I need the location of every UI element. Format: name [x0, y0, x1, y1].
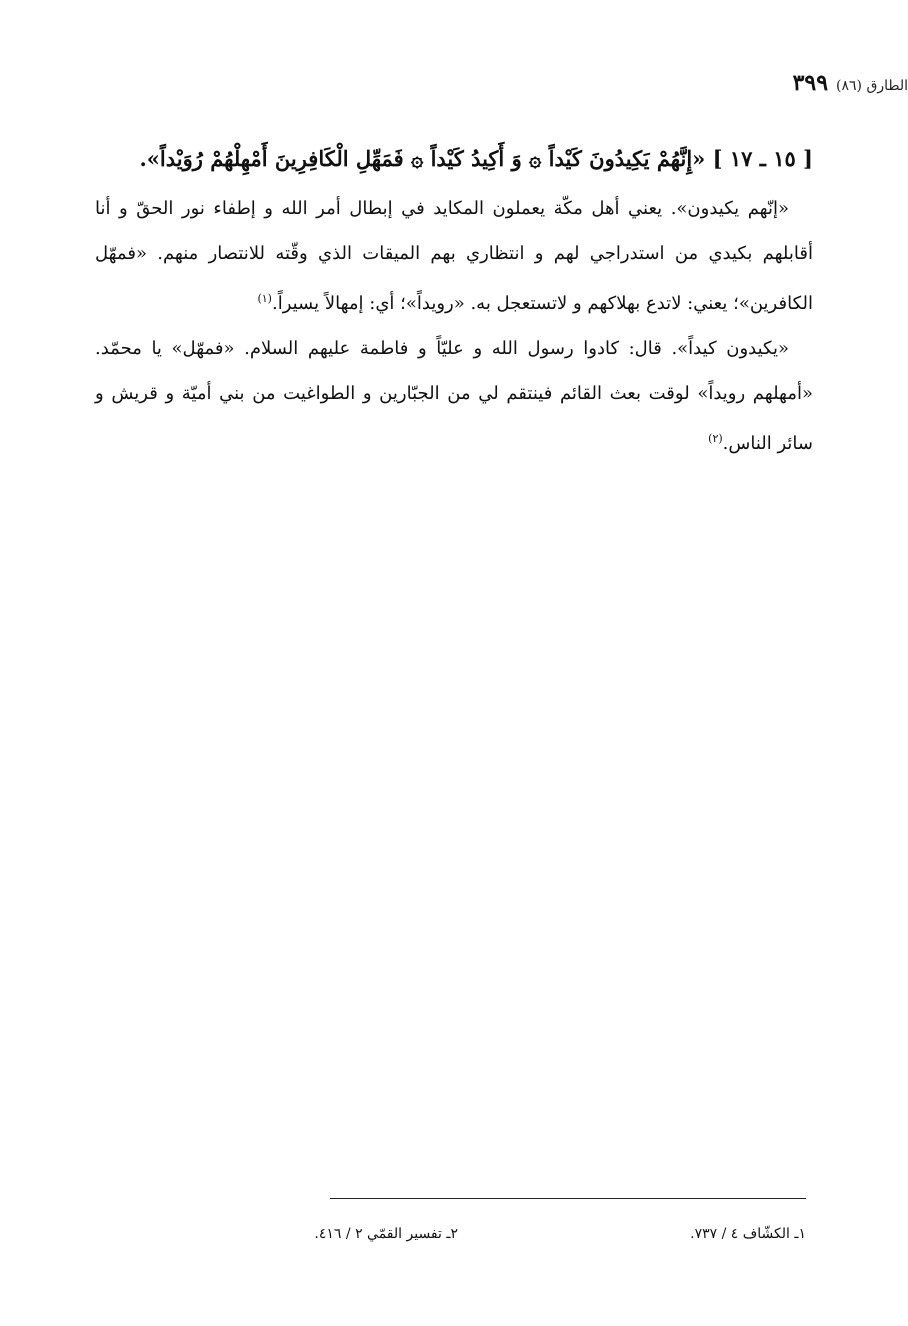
- commentary-paragraph: [95, 326, 813, 466]
- footnote: ٢ـ تفسير القمّي ٢ / ٤١٦.: [314, 1226, 458, 1242]
- footnote-marker: (١): [257, 292, 272, 305]
- surah-reference: الطارق (٨٦): [836, 78, 908, 94]
- commentary-paragraph: [95, 186, 813, 326]
- main-content: [95, 138, 813, 466]
- footnote-marker: (٢): [708, 432, 723, 445]
- page-header: [698, 70, 908, 96]
- footnote: ١ـ الكشّاف ٤ / ٧٣٧.: [690, 1226, 806, 1242]
- quran-verse: [ ١٥ ـ ١٧ ] «إِنَّهُمْ يَكِيدُونَ كَيْداً ۞ وَ أَكِيدُ كَيْداً ۞ فَمَهِّلِ الْكَافِرِينَ أَمْهِلْهُمْ رُوَيْداً».: [139, 146, 813, 171]
- paragraph-text: «إنّهم يكيدون». يعني أهل مكّة يعملون المكايد في إبطال أمر الله و إطفاء نور الحقّ و أنا أقابلهم بكيدي من استدراجي لهم و انتظاري بهم الميقات الذي وقّته للانتصار منهم. «فمهّل الكافرين»؛ يعني: لاتدع بهلاكهم و لاتستعجل به. «رويداً»؛ أي: إمهالاً يسيراً.: [95, 198, 813, 314]
- footnote-separator: [330, 1198, 806, 1199]
- page-number: ٣٩٩: [792, 70, 829, 96]
- paragraph-text: «يكيدون كيداً». قال: كادوا رسول الله و عليّاً و فاطمة عليهم السلام. «فمهّل» يا محمّد. «أمهلهم رويداً» لوقت بعث القائم فينتقم لي من الجبّارين و الطواغيت من بني أميّة و قريش و سائر الناس.: [95, 338, 813, 454]
